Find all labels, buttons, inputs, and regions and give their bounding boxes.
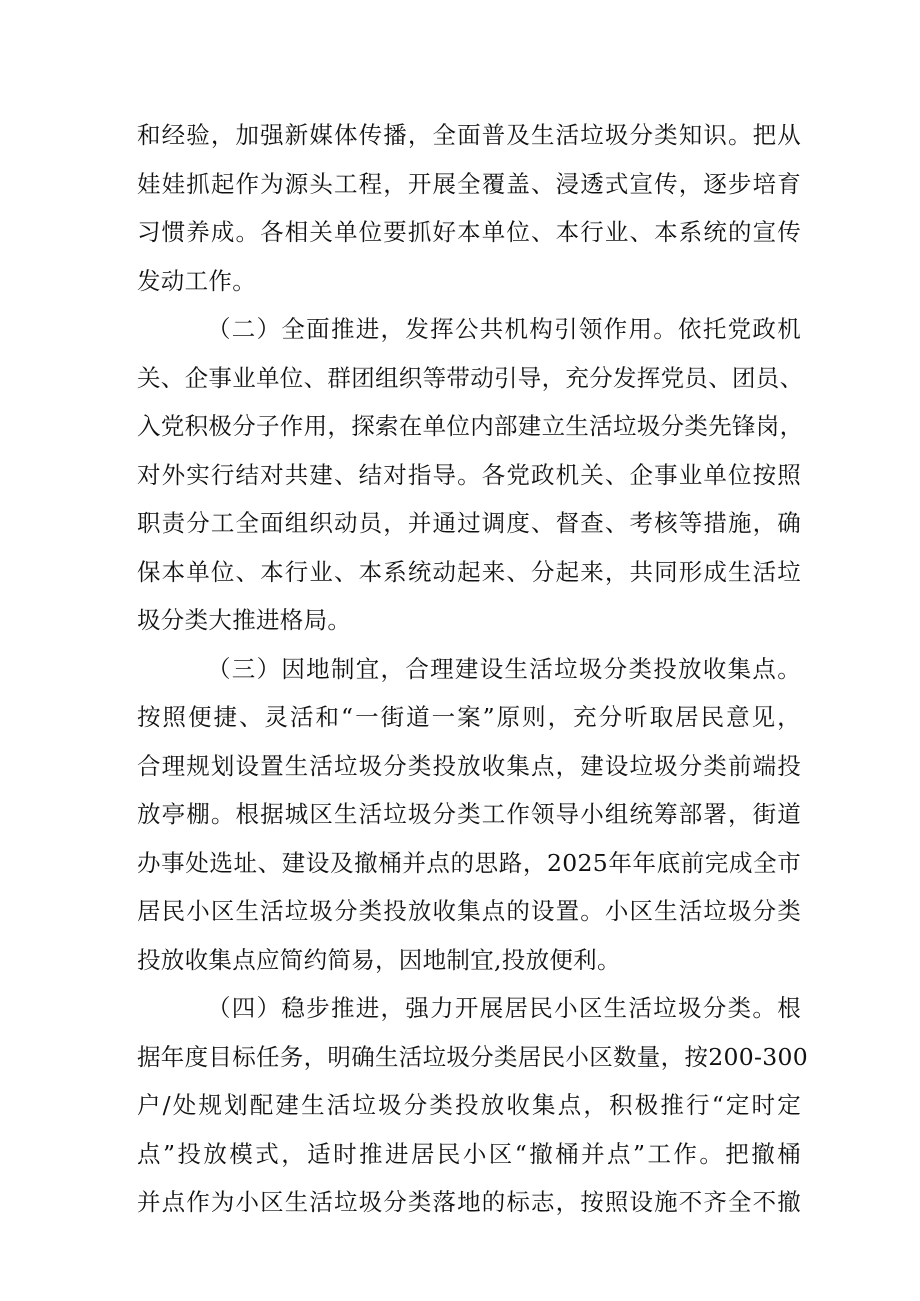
text-line: 办事处选址、建设及撤桶并点的思路，2025年年底前完成全市 [137, 848, 801, 877]
text-line: 习惯养成。各相关单位要抓好本单位、本行业、本系统的宣传 [137, 218, 801, 246]
text-line: 居民小区生活垃圾分类投放收集点的设置。小区生活垃圾分类 [137, 897, 801, 925]
text-line: 据年度目标任务，明确生活垃圾分类居民小区数量，按200-300 [137, 1042, 808, 1071]
text-line: 职责分工全面组织动员，并通过调度、督查、考核等措施，确 [137, 509, 801, 537]
text-line: 点”投放模式，适时推进居民小区“撤桶并点”工作。把撤桶 [137, 1139, 801, 1168]
text-line: （三）因地制宜，合理建设生活垃圾分类投放收集点。 [207, 654, 801, 683]
document-body [137, 111, 808, 1227]
text-line: 放亭棚。根据城区生活垃圾分类工作领导小组统筹部署，街道 [137, 800, 801, 828]
text-line: 按照便捷、灵活和“一街道一案”原则，充分听取居民意见， [137, 703, 801, 731]
text-line: 关、企事业单位、群团组织等带动引导，充分发挥党员、团员、 [137, 363, 804, 392]
text-line: （四）稳步推进，强力开展居民小区生活垃圾分类。根 [207, 994, 801, 1022]
text-line: 和经验，加强新媒体传播，全面普及生活垃圾分类知识。把从 [137, 121, 801, 149]
text-line: 入党积极分子作用，探索在单位内部建立生活垃圾分类先锋岗， [137, 412, 804, 440]
text-line: 圾分类大推进格局。 [137, 606, 352, 634]
text-line: 合理规划设置生活垃圾分类投放收集点，建设垃圾分类前端投 [137, 751, 801, 780]
text-line: （二）全面推进，发挥公共机构引领作用。依托党政机 [207, 315, 801, 343]
text-line: 保本单位、本行业、本系统动起来、分起来，共同形成生活垃 [137, 557, 801, 586]
text-line: 投放收集点应简约简易，因地制宜,投放便利。 [137, 945, 621, 974]
text-line: 娃娃抓起作为源头工程，开展全覆盖、浸透式宣传，逐步培育 [137, 169, 801, 198]
text-line: 对外实行结对共建、结对指导。各党政机关、企事业单位按照 [137, 460, 801, 489]
text-line: 户/处规划配建生活垃圾分类投放收集点，积极推行“定时定 [137, 1091, 801, 1119]
text-line: 发动工作。 [137, 266, 256, 295]
text-line: 并点作为小区生活垃圾分类落地的标志，按照设施不齐全不撤 [137, 1188, 801, 1216]
